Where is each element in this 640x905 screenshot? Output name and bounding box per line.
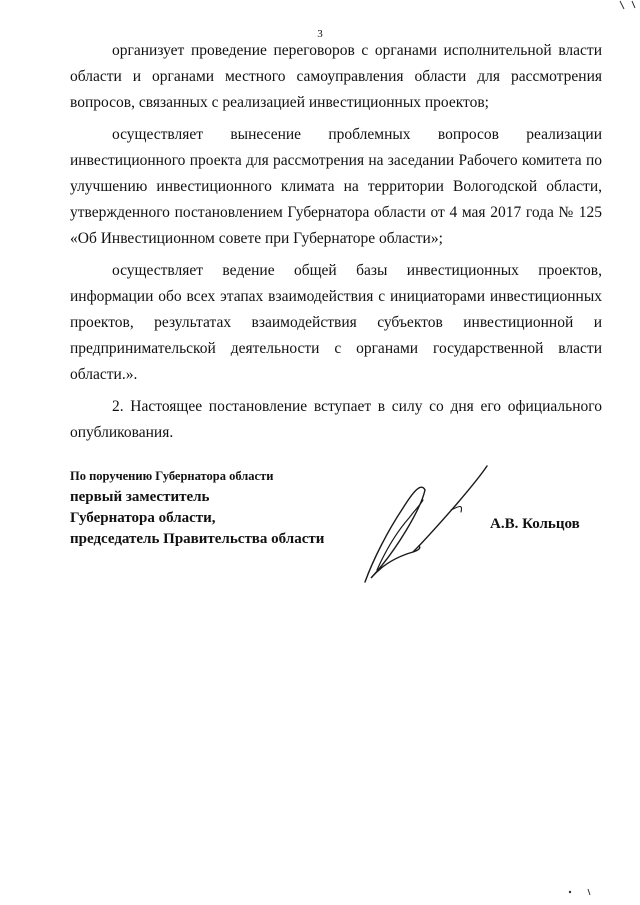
signatory-name: А.В. Кольцов [490, 516, 580, 532]
scan-edge-mark [580, 0, 640, 10]
paragraph-project-database: осуществляет ведение общей базы инвестиционных проектов, информации обо всех этапах взаимодействия с инициаторами инвестиционных проектов, результатах взаимодействия субъектов инвестиционной и предпринимательской деятельности с органами государственной власти области.». [70, 262, 602, 383]
signatory-authority: По поручению Губернатора области [70, 469, 274, 483]
handwritten-signature [355, 460, 495, 590]
paragraph-entry-into-force: 2. Настоящее постановление вступает в силу со дня его официального опубликования. [70, 398, 602, 441]
paragraph-negotiations: организует проведение переговоров с органами исполнительной власти области и органами местного самоуправления области для рассмотрения вопросов, связанных с реализацией инвестиционных проектов; [70, 42, 602, 111]
page-number: 3 [317, 28, 323, 40]
signature-block [70, 466, 370, 550]
signatory-title-line1: первый заместитель [70, 489, 210, 505]
scan-edge-mark-bottom [566, 888, 596, 896]
signatory-title-line2: Губернатора области, [70, 510, 216, 526]
document-body [70, 38, 602, 446]
signatory-title-line3: председатель Правительства области [70, 531, 325, 547]
paragraph-working-committee: осуществляет вынесение проблемных вопросов реализации инвестиционного проекта для рассмотрения на заседании Рабочего комитета по улучшению инвестиционного климата на территории Вологодской области, утвержденного постановлением Губернатора области от 4 мая 2017 года № 125 «Об Инвестиционном совете при Губернаторе области»; [70, 126, 602, 247]
